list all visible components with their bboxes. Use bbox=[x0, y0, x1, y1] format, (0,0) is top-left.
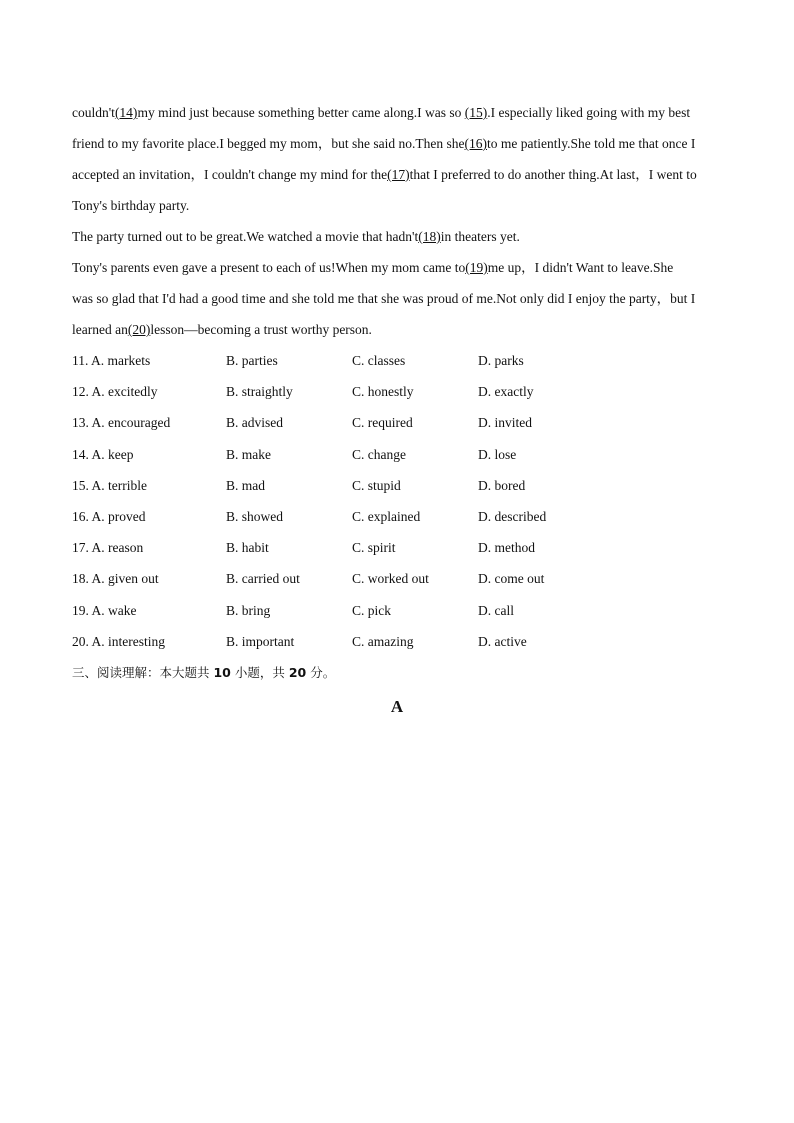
answer-option: C. spirit bbox=[352, 540, 396, 556]
answer-option: D. method bbox=[478, 540, 535, 556]
passage-text: lesson—becoming a trust worthy person. bbox=[150, 322, 372, 337]
answer-option: D. invited bbox=[478, 415, 532, 431]
answer-option: D. active bbox=[478, 633, 527, 649]
passage-text: Tony's birthday party. bbox=[72, 198, 190, 213]
answer-option: C. required bbox=[352, 415, 413, 431]
question-option-row bbox=[72, 566, 722, 597]
blank-number: (20) bbox=[127, 322, 151, 337]
cloze-passage bbox=[72, 100, 722, 348]
answer-option: 17. A. reason bbox=[72, 540, 144, 556]
answer-option: 15. A. terrible bbox=[72, 477, 147, 493]
passage-text: in theaters yet. bbox=[440, 229, 520, 244]
passage-text: accepted an invitation，I couldn't change my mind for the bbox=[72, 167, 388, 182]
answer-option: C. honestly bbox=[352, 384, 414, 400]
section-heading bbox=[72, 660, 722, 694]
answer-option: B. mad bbox=[226, 477, 265, 493]
answer-option: C. amazing bbox=[352, 633, 414, 649]
answer-option: D. lose bbox=[478, 446, 517, 462]
blank-number: (19) bbox=[465, 260, 488, 275]
answer-option: C. classes bbox=[352, 353, 406, 368]
answer-option: B. habit bbox=[226, 540, 269, 556]
question-option-row bbox=[72, 629, 722, 660]
answer-option: C. stupid bbox=[352, 477, 401, 493]
section-question-count: 10 bbox=[213, 664, 231, 680]
passage-line bbox=[72, 100, 722, 131]
passage-text: my mind just because something better came along.I was so bbox=[137, 105, 465, 120]
answer-option: B. carried out bbox=[226, 571, 300, 587]
answer-option: D. described bbox=[478, 508, 547, 524]
question-option-row bbox=[72, 473, 722, 504]
answer-option: B. advised bbox=[226, 415, 283, 431]
question-option-row bbox=[72, 379, 722, 410]
passage-line bbox=[72, 286, 722, 317]
passage-text: The party turned out to be great.We watched a movie that hadn't bbox=[72, 229, 419, 244]
answer-option: D. call bbox=[478, 602, 514, 618]
passage-line bbox=[72, 317, 722, 348]
answer-option: C. pick bbox=[352, 602, 391, 618]
blank-number: (17) bbox=[387, 167, 410, 182]
passage-text: .I especially liked going with my best bbox=[487, 105, 691, 120]
answer-option: C. change bbox=[352, 446, 406, 462]
question-option-row bbox=[72, 348, 722, 379]
blank-number: (14) bbox=[114, 105, 138, 120]
question-option-row bbox=[72, 410, 722, 441]
passage-text: learned an bbox=[72, 322, 128, 337]
answer-option: D. exactly bbox=[478, 384, 534, 400]
question-option-row bbox=[72, 598, 722, 629]
answer-option: 16. A. proved bbox=[72, 508, 146, 524]
question-option-row bbox=[72, 442, 722, 473]
option-list bbox=[72, 348, 722, 660]
answer-option: D. bored bbox=[478, 477, 526, 493]
section-heading-part: 三、阅读理解：本大题共 bbox=[72, 664, 214, 680]
answer-option: B. parties bbox=[226, 353, 278, 368]
answer-option: 14. A. keep bbox=[72, 446, 134, 462]
passage-text: that I preferred to do another thing.At last，I went to bbox=[409, 167, 697, 182]
passage-text: couldn't bbox=[72, 105, 115, 120]
passage-text: Tony's parents even gave a present to each of us!When my mom came to bbox=[72, 260, 466, 275]
answer-option: 12. A. excitedly bbox=[72, 384, 158, 400]
passage-text: to me patiently.She told me that once I bbox=[487, 136, 696, 151]
blank-number: (18) bbox=[418, 229, 441, 244]
passage-line bbox=[72, 193, 722, 224]
question-option-row bbox=[72, 535, 722, 566]
answer-option: B. straightly bbox=[226, 384, 293, 400]
answer-option: D. come out bbox=[478, 571, 545, 587]
answer-option: 20. A. interesting bbox=[72, 633, 165, 649]
answer-option: B. make bbox=[226, 446, 271, 462]
passage-text: was so glad that I'd had a good time and she told me that she was proud of me.Not only did I enjoy the party，but I bbox=[72, 291, 696, 306]
passage-text: me up，I didn't Want to leave.She bbox=[487, 260, 674, 275]
answer-option: 18. A. given out bbox=[72, 571, 159, 587]
section-heading-part: 小题，共 bbox=[230, 664, 289, 680]
answer-option: 11. A. markets bbox=[72, 353, 151, 368]
blank-number: (15) bbox=[464, 105, 488, 120]
answer-option: B. showed bbox=[226, 508, 283, 524]
answer-option: 19. A. wake bbox=[72, 602, 137, 618]
passage-line bbox=[72, 162, 722, 193]
question-option-row bbox=[72, 504, 722, 535]
answer-option: B. important bbox=[226, 633, 295, 649]
answer-option: B. bring bbox=[226, 602, 271, 618]
section-heading-part: 分。 bbox=[306, 664, 336, 680]
answer-option: 13. A. encouraged bbox=[72, 415, 171, 431]
answer-option: C. worked out bbox=[352, 571, 429, 587]
blank-number: (16) bbox=[464, 136, 488, 151]
passage-line bbox=[72, 224, 722, 255]
passage-line bbox=[72, 255, 722, 286]
part-letter: A bbox=[390, 696, 404, 716]
page bbox=[72, 100, 722, 720]
section-score: 20 bbox=[288, 664, 307, 680]
passage-line bbox=[72, 131, 722, 162]
answer-option: C. explained bbox=[352, 508, 421, 524]
answer-option: D. parks bbox=[478, 353, 524, 368]
passage-text: friend to my favorite place.I begged my mom，but she said no.Then she bbox=[72, 136, 465, 151]
